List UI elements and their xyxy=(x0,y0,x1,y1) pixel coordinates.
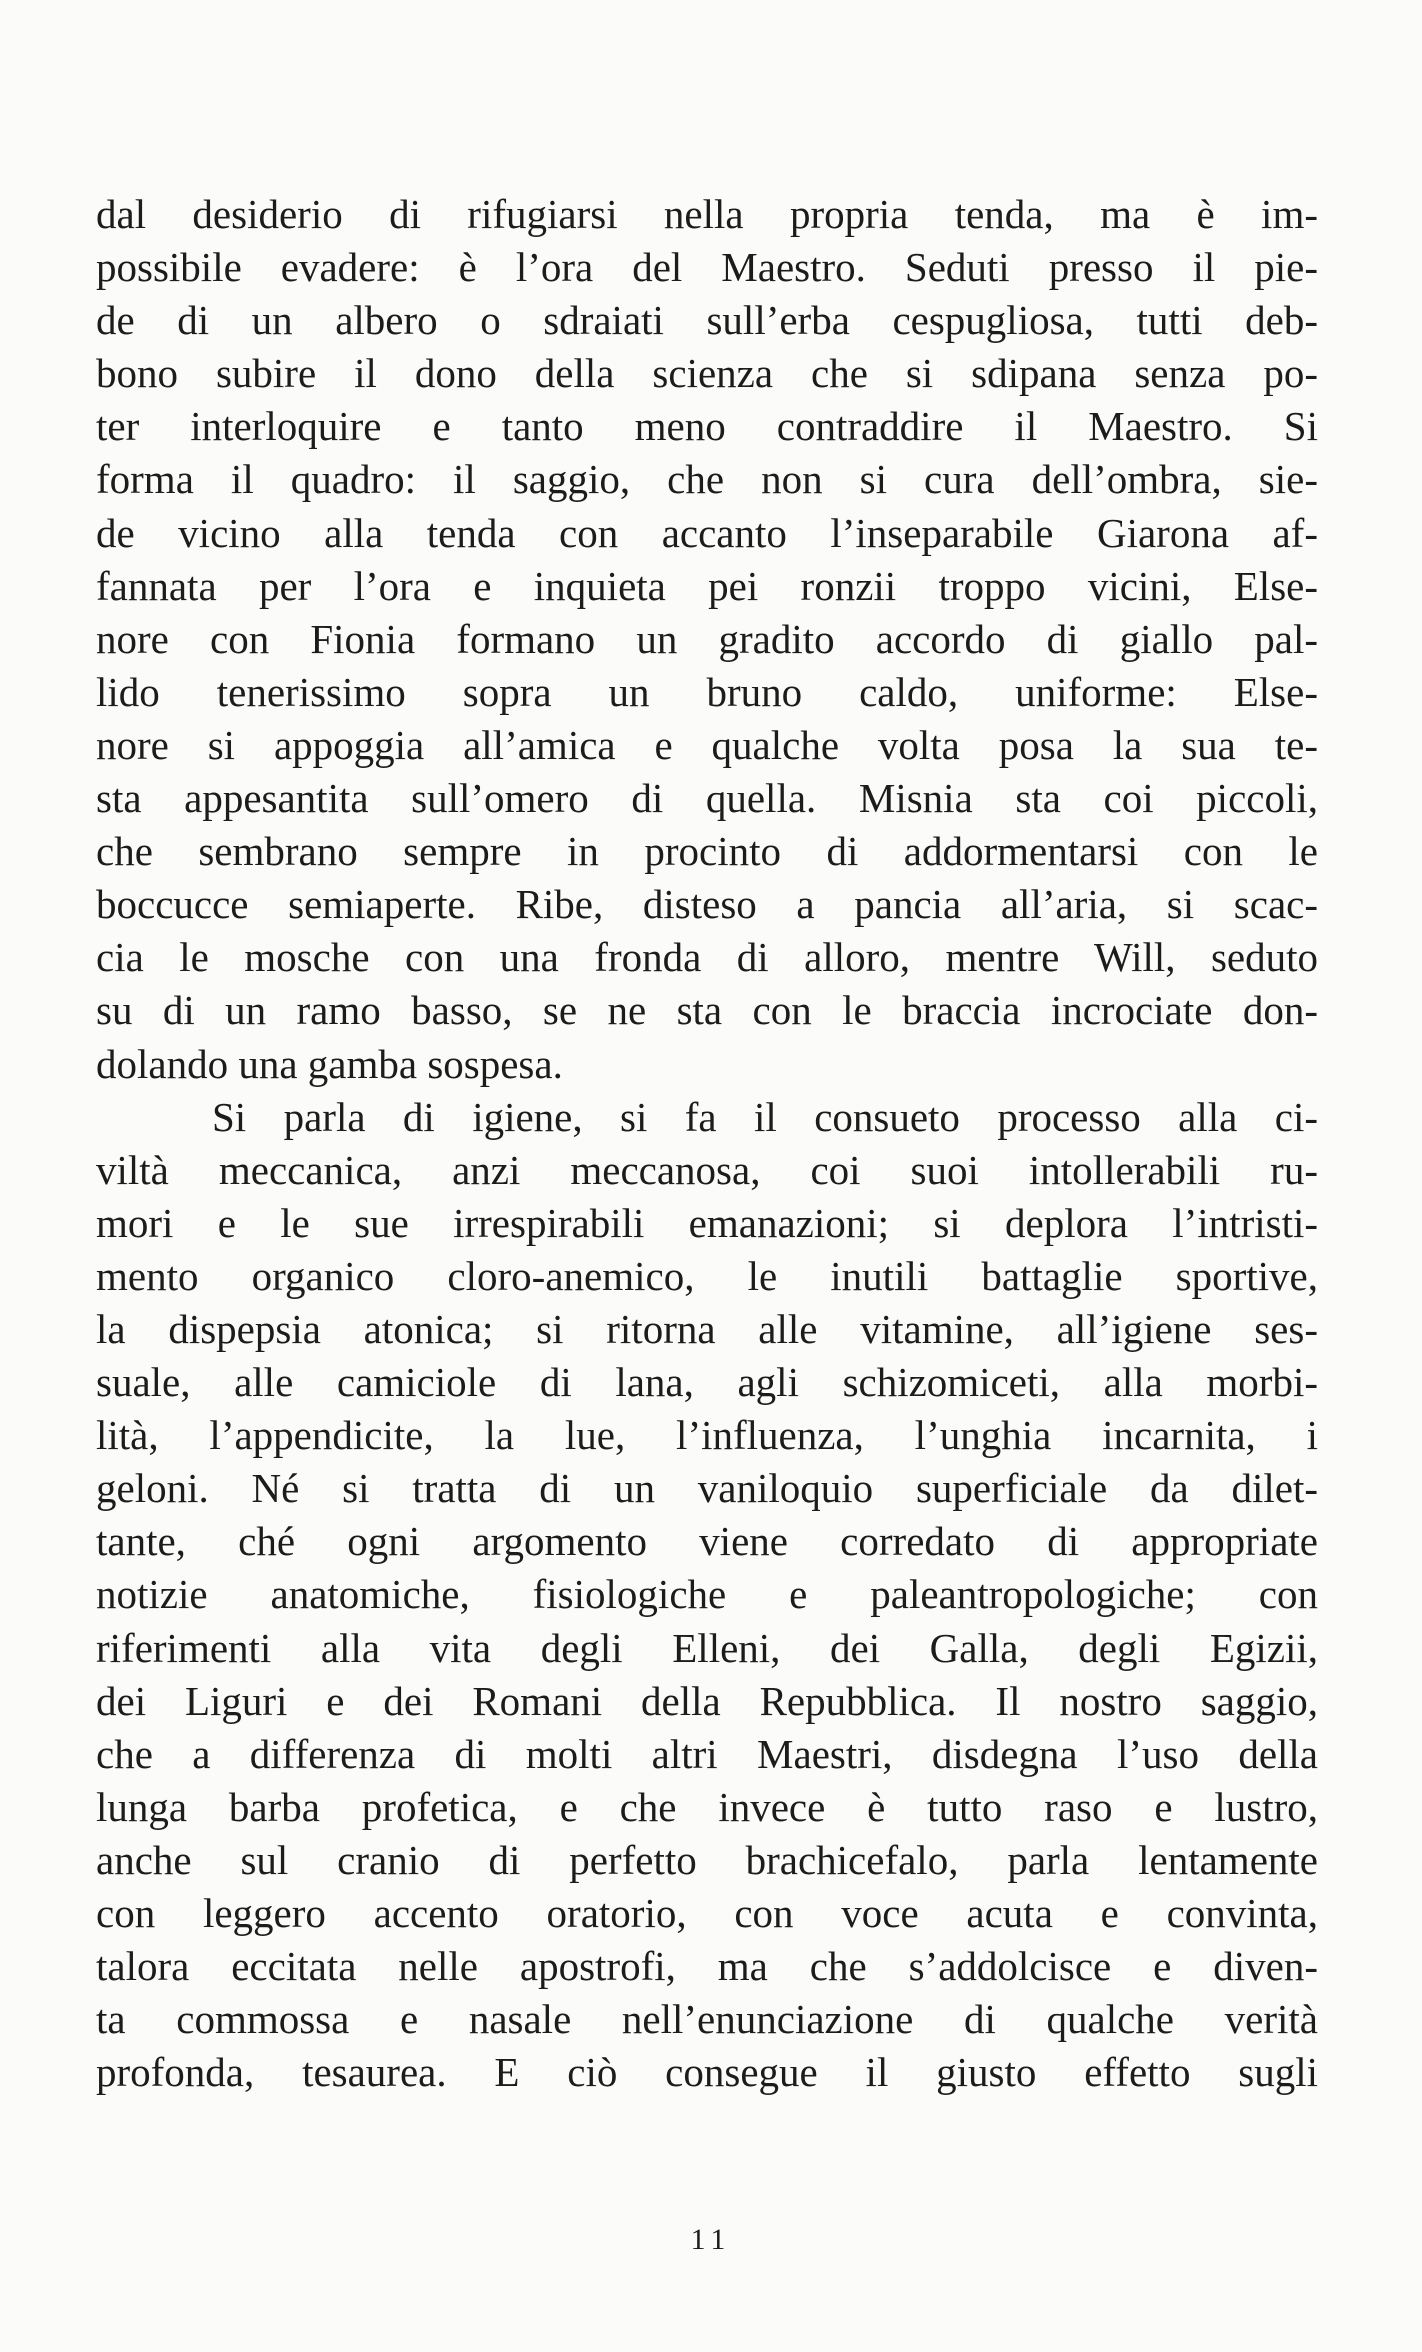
text-line: geloni. Né si tratta di un vaniloquio superficiale da dilet- xyxy=(96,1465,1318,1512)
text-line: ta commossa e nasale nell’enunciazione di qualche verità xyxy=(96,1996,1318,2043)
text-line: dei Liguri e dei Romani della Repubblica. Il nostro saggio, xyxy=(96,1677,1318,1724)
text-line: sta appesantita sull’omero di quella. Misnia sta coi piccoli, xyxy=(96,775,1318,822)
text-line: ter interloquire e tanto meno contraddire il Maestro. Si xyxy=(96,403,1318,450)
text-line: bono subire il dono della scienza che si sdipana senza po- xyxy=(96,350,1318,397)
text-line: de di un albero o sdraiati sull’erba cespugliosa, tutti deb- xyxy=(96,297,1318,344)
text-line: boccucce semiaperte. Ribe, disteso a pancia all’aria, si scac- xyxy=(96,881,1318,928)
body-text xyxy=(96,188,1318,2099)
text-line: notizie anatomiche, fisiologiche e paleantropologiche; con xyxy=(96,1571,1318,1618)
text-line: talora eccitata nelle apostrofi, ma che s’addolcisce e diven- xyxy=(96,1943,1318,1990)
text-line: su di un ramo basso, se ne sta con le braccia incrociate don- xyxy=(96,987,1318,1034)
text-line: che a differenza di molti altri Maestri, disdegna l’uso della xyxy=(96,1730,1318,1777)
text-line: che sembrano sempre in procinto di addormentarsi con le xyxy=(96,828,1318,875)
text-line: mori e le sue irrespirabili emanazioni; si deplora l’intristi- xyxy=(96,1199,1318,1246)
text-line: anche sul cranio di perfetto brachicefalo, parla lentamente xyxy=(96,1836,1318,1883)
text-line: nore con Fionia formano un gradito accordo di giallo pal- xyxy=(96,615,1318,662)
text-line: lido tenerissimo sopra un bruno caldo, uniforme: Else- xyxy=(96,668,1318,715)
text-line: profonda, tesaurea. E ciò consegue il giusto effetto sugli xyxy=(96,2049,1318,2096)
text-line: con leggero accento oratorio, con voce acuta e convinta, xyxy=(96,1890,1318,1936)
text-line: lità, l’appendicite, la lue, l’influenza, l’unghia incarnita, i xyxy=(96,1412,1318,1459)
text-line: tante, ché ogni argomento viene corredato di appropriate xyxy=(96,1518,1318,1565)
text-line: lunga barba profetica, e che invece è tutto raso e lustro, xyxy=(96,1783,1318,1830)
text-line: de vicino alla tenda con accanto l’inseparabile Giarona af- xyxy=(96,509,1318,556)
text-line: riferimenti alla vita degli Elleni, dei Galla, degli Egizii, xyxy=(96,1624,1318,1671)
text-line: cia le mosche con una fronda di alloro, mentre Will, seduto xyxy=(96,934,1318,981)
text-line: mento organico cloro-anemico, le inutili battaglie sportive, xyxy=(96,1252,1318,1299)
text-line: fannata per l’ora e inquieta pei ronzii troppo vicini, Else- xyxy=(96,562,1318,609)
text-line: la dispepsia atonica; si ritorna alle vitamine, all’igiene ses- xyxy=(96,1305,1318,1352)
text-line: possibile evadere: è l’ora del Maestro. Seduti presso il pie- xyxy=(96,244,1318,291)
text-line: nore si appoggia all’amica e qualche volta posa la sua te- xyxy=(96,721,1318,768)
text-line: viltà meccanica, anzi meccanosa, coi suoi intollerabili ru- xyxy=(96,1146,1318,1193)
text-line: forma il quadro: il saggio, che non si cura dell’ombra, sie- xyxy=(96,456,1318,503)
text-line: suale, alle camiciole di lana, agli schizomiceti, alla morbi- xyxy=(96,1359,1318,1406)
text-line: dal desiderio di rifugiarsi nella propria tenda, ma è im- xyxy=(96,191,1318,237)
paragraph-end-line: dolando una gamba sospesa. xyxy=(96,1040,563,1087)
page-number: 11 xyxy=(690,2223,732,2256)
paragraph-start-line: Si parla di igiene, si fa il consueto processo alla ci- xyxy=(212,1093,1318,1140)
